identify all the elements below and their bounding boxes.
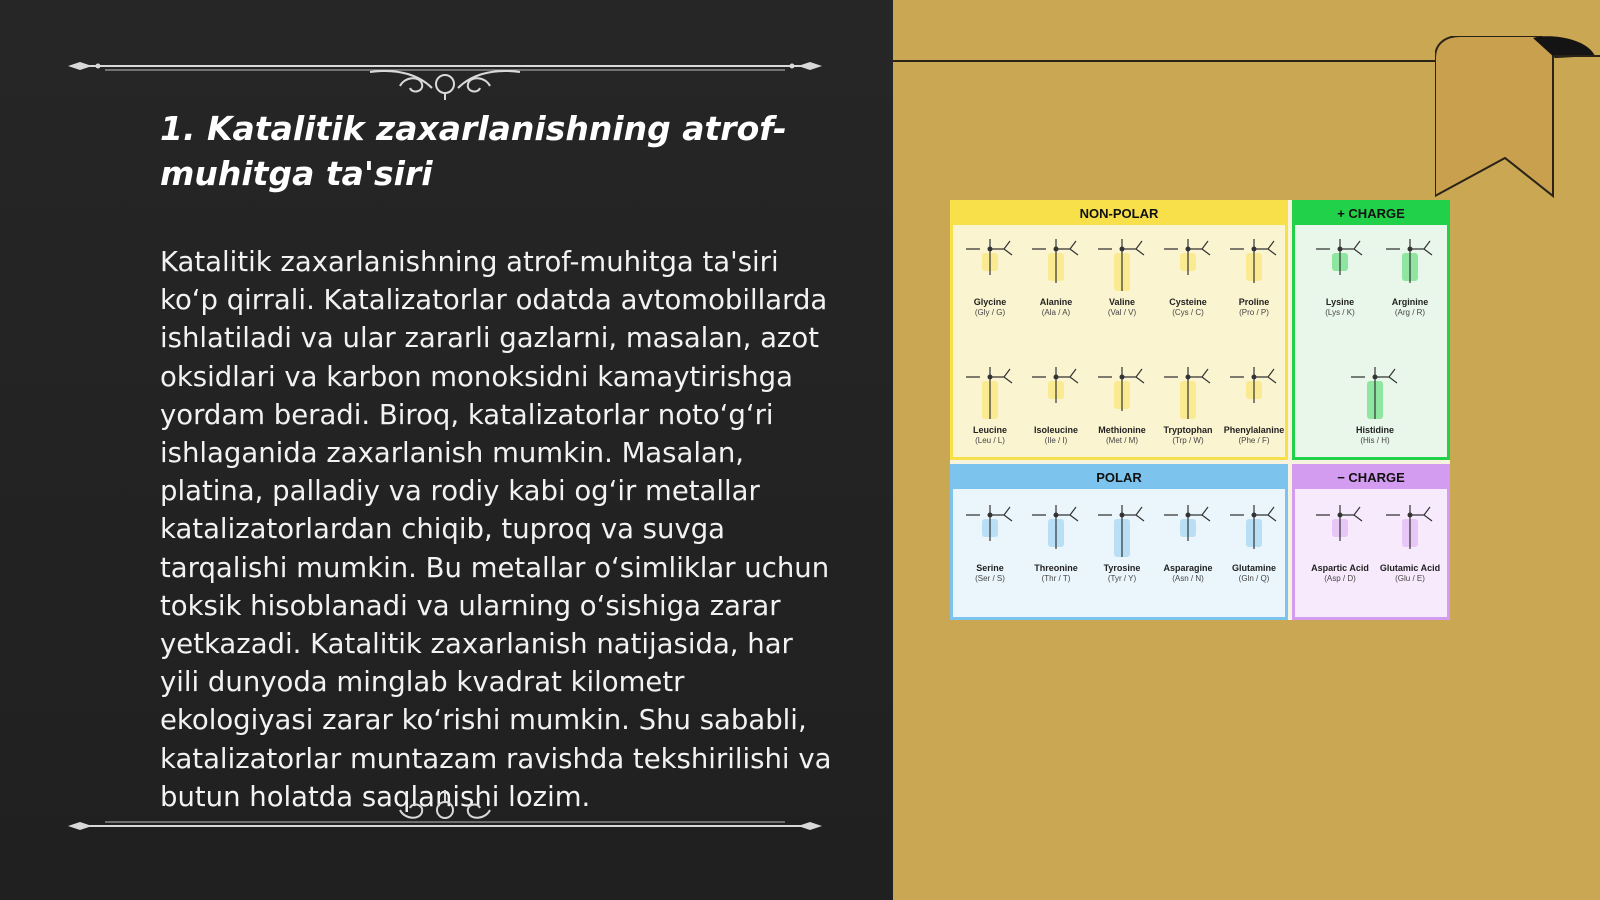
amino-acid-name: Histidine	[1355, 425, 1394, 435]
amino-acid-abbr: (Ile / I)	[1044, 436, 1068, 445]
amino-acid-name: Proline	[1238, 297, 1270, 307]
amino-acid-abbr: (Val / V)	[1107, 308, 1137, 317]
amino-acid-name: Tryptophan	[1163, 425, 1213, 435]
amino-acid-abbr: (Pro / P)	[1239, 308, 1269, 317]
molecule-structure-icon	[1224, 225, 1284, 297]
molecule-structure-icon	[960, 491, 1020, 563]
molecule-structure-icon	[1158, 491, 1218, 563]
molecule-structure-icon	[1092, 491, 1152, 563]
amino-acid-name: Leucine	[972, 425, 1007, 435]
amino-acid-card	[1153, 491, 1223, 584]
amino-acid-abbr: (Gln / Q)	[1238, 574, 1270, 583]
panel-header: − CHARGE	[1295, 467, 1447, 489]
amino-acid-abbr: (His / H)	[1360, 436, 1390, 445]
amino-acid-abbr: (Trp / W)	[1172, 436, 1204, 445]
molecule-structure-icon	[1092, 353, 1152, 425]
amino-acid-name: Threonine	[1034, 563, 1078, 573]
amino-acid-abbr: (Lys / K)	[1325, 308, 1355, 317]
amino-acid-card	[1153, 225, 1223, 318]
amino-acid-name: Alanine	[1039, 297, 1073, 307]
amino-acid-name: Asparagine	[1163, 563, 1213, 573]
molecule-structure-icon	[1026, 491, 1086, 563]
amino-acid-card	[1375, 491, 1445, 584]
molecule-structure-icon	[960, 225, 1020, 297]
panel-negative	[1292, 464, 1450, 620]
amino-acid-card	[1340, 353, 1410, 446]
amino-acid-card	[955, 353, 1025, 446]
amino-acid-card	[1021, 491, 1091, 584]
amino-acid-card	[955, 225, 1025, 318]
amino-acid-name: Valine	[1108, 297, 1135, 307]
top-ornament	[60, 40, 830, 100]
amino-acid-name: Isoleucine	[1033, 425, 1078, 435]
amino-acid-name: Serine	[976, 563, 1004, 573]
molecule-structure-icon	[1026, 225, 1086, 297]
molecule-structure-icon	[1158, 225, 1218, 297]
amino-acid-name: Phenylalanine	[1223, 425, 1285, 435]
amino-acid-card	[1305, 225, 1375, 318]
panel-polar	[950, 464, 1288, 620]
panel-positive	[1292, 200, 1450, 460]
amino-acid-card	[1219, 225, 1289, 318]
amino-acid-abbr: (Cys / C)	[1172, 308, 1204, 317]
amino-acid-abbr: (Glu / E)	[1395, 574, 1425, 583]
panel-header: POLAR	[953, 467, 1285, 489]
bottom-ornament	[60, 770, 830, 830]
amino-acid-card	[1021, 225, 1091, 318]
molecule-structure-icon	[1158, 353, 1218, 425]
amino-acid-card	[1219, 353, 1289, 446]
amino-acid-abbr: (Arg / R)	[1394, 308, 1426, 317]
amino-acid-name: Glutamine	[1231, 563, 1276, 573]
amino-acid-abbr: (Asn / N)	[1172, 574, 1204, 583]
amino-acid-name: Tyrosine	[1103, 563, 1141, 573]
amino-acid-card	[1087, 225, 1157, 318]
molecule-structure-icon	[1224, 491, 1284, 563]
amino-acid-name: Aspartic Acid	[1311, 563, 1369, 573]
amino-acid-abbr: (Ala / A)	[1041, 308, 1071, 317]
amino-acid-name: Arginine	[1391, 297, 1429, 307]
amino-acid-card	[1153, 353, 1223, 446]
divider-line	[893, 60, 1435, 62]
amino-acid-card	[1087, 353, 1157, 446]
amino-acid-card	[1087, 491, 1157, 584]
amino-acid-name: Glycine	[973, 297, 1007, 307]
molecule-structure-icon	[1224, 353, 1284, 425]
amino-acid-card	[1305, 491, 1375, 584]
amino-acid-card	[1375, 225, 1445, 318]
molecule-structure-icon	[960, 353, 1020, 425]
slide-body: Katalitik zaxarlanishning atrof-muhitga ta'siri ko‘p qirrali. Katalizatorlar odatda avtomobillarda ishlatiladi va ular zararli gazlarni, masalan, azot oksidlari va karbon monoksidni kamaytirishga yordam beradi. Biroq, katalizatorlar noto‘g‘ri ishlaganida zaxarlanish mumkin. Masalan, platina, palladiy va rodiy kabi og‘ir metallar katalizatorlardan chiqib, tuproq va suvga tarqalishi mumkin. Bu metallar o‘simliklar uchun toksik hisoblanadi va ularning o‘sishiga zarar yetkazadi. Katalitik zaxarlanish natijasida, har yili dunyoda minglab kvadrat kilometr ekologiyasi zarar ko‘rishi mumkin. Shu sababli, katalizatorlar muntazam ravishda tekshirilishi va butun holatda saqlanishi lozim.	[160, 246, 832, 813]
molecule-structure-icon	[1092, 225, 1152, 297]
molecule-structure-icon	[1380, 491, 1440, 563]
amino-acid-name: Methionine	[1098, 425, 1146, 435]
amino-acid-abbr: (Gly / G)	[974, 308, 1006, 317]
panel-nonpolar	[950, 200, 1288, 460]
bookmark-ribbon	[1435, 36, 1600, 201]
amino-acid-abbr: (Asp / D)	[1324, 574, 1356, 583]
amino-acid-name: Glutamic Acid	[1379, 563, 1441, 573]
molecule-structure-icon	[1310, 491, 1370, 563]
panel-header: NON-POLAR	[953, 203, 1285, 225]
amino-acid-abbr: (Tyr / Y)	[1107, 574, 1137, 583]
panel-header: + CHARGE	[1295, 203, 1447, 225]
amino-acid-abbr: (Thr / T)	[1041, 574, 1071, 583]
slide-title: 1. Katalitik zaxarlanishning atrof-muhitga ta'siri	[160, 109, 787, 193]
amino-acid-abbr: (Met / M)	[1106, 436, 1138, 445]
amino-acid-abbr: (Phe / F)	[1238, 436, 1270, 445]
molecule-structure-icon	[1380, 225, 1440, 297]
molecule-structure-icon	[1310, 225, 1370, 297]
molecule-structure-icon	[1345, 353, 1405, 425]
amino-acid-name: Lysine	[1325, 297, 1355, 307]
amino-acid-abbr: (Ser / S)	[975, 574, 1005, 583]
amino-acid-abbr: (Leu / L)	[975, 436, 1005, 445]
amino-acid-card	[955, 491, 1025, 584]
amino-acid-name: Cysteine	[1169, 297, 1207, 307]
amino-acid-card	[1219, 491, 1289, 584]
molecule-structure-icon	[1026, 353, 1086, 425]
amino-acid-card	[1021, 353, 1091, 446]
amino-acid-chart	[950, 200, 1450, 620]
